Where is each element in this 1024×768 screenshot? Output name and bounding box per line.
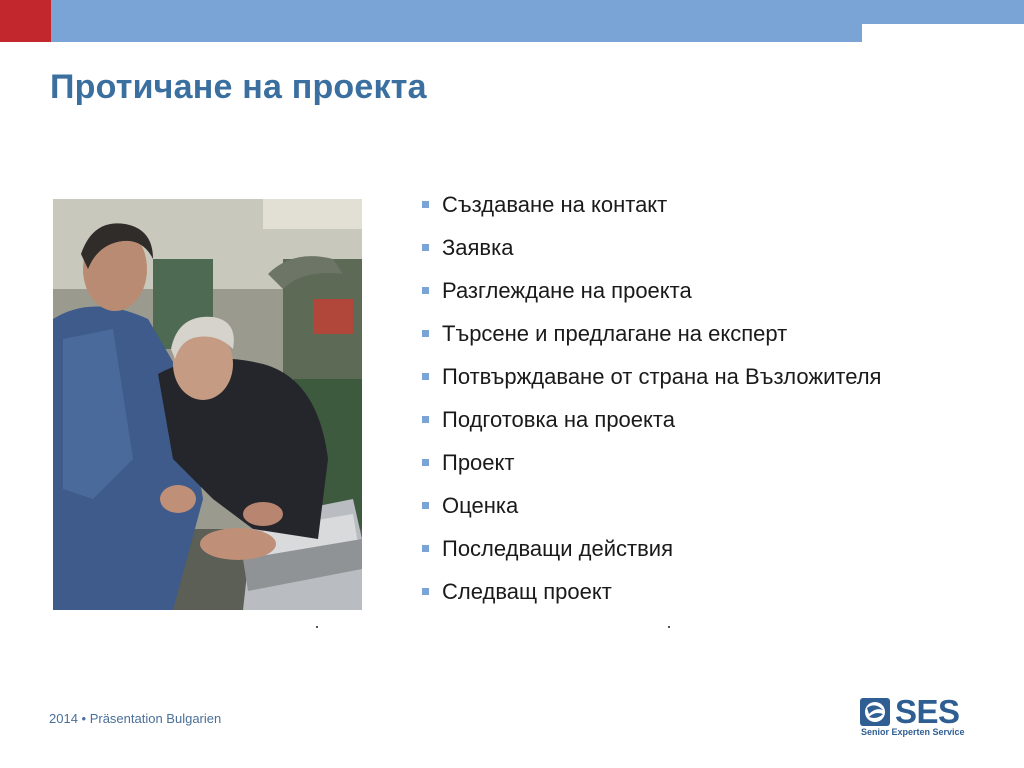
list-item: Създаване на контакт [420, 190, 881, 233]
bullet-list [420, 190, 881, 620]
square-bullet-icon [422, 502, 429, 509]
header-blue-bar [51, 0, 862, 42]
logo-tagline: Senior Experten Service [861, 727, 965, 737]
ses-emblem-icon [860, 698, 890, 726]
square-bullet-icon [422, 373, 429, 380]
list-item: Следващ проект [420, 577, 881, 620]
header-blue-bar-right [862, 0, 1024, 24]
slide-title: Протичане на проекта [50, 68, 427, 106]
square-bullet-icon [422, 459, 429, 466]
list-item: Подготовка на проекта [420, 405, 881, 448]
square-bullet-icon [422, 545, 429, 552]
logo-wordmark: SES [895, 693, 960, 730]
list-item: Проект [420, 448, 881, 491]
list-item: Последващи действия [420, 534, 881, 577]
stray-dot [316, 626, 318, 628]
square-bullet-icon [422, 330, 429, 337]
list-item: Разглеждане на проекта [420, 276, 881, 319]
list-item: Заявка [420, 233, 881, 276]
list-item: Оценка [420, 491, 881, 534]
square-bullet-icon [422, 244, 429, 251]
square-bullet-icon [422, 416, 429, 423]
list-item: Търсене и предлагане на експерт [420, 319, 881, 362]
square-bullet-icon [422, 287, 429, 294]
ses-logo [860, 695, 980, 740]
header-red-block [0, 0, 51, 42]
square-bullet-icon [422, 201, 429, 208]
footer-text: 2014 • Präsentation Bulgarien [49, 711, 222, 726]
stray-dot [668, 626, 670, 628]
workshop-photo [53, 199, 362, 610]
list-item: Потвърждаване от страна на Възложителя [420, 362, 881, 405]
square-bullet-icon [422, 588, 429, 595]
